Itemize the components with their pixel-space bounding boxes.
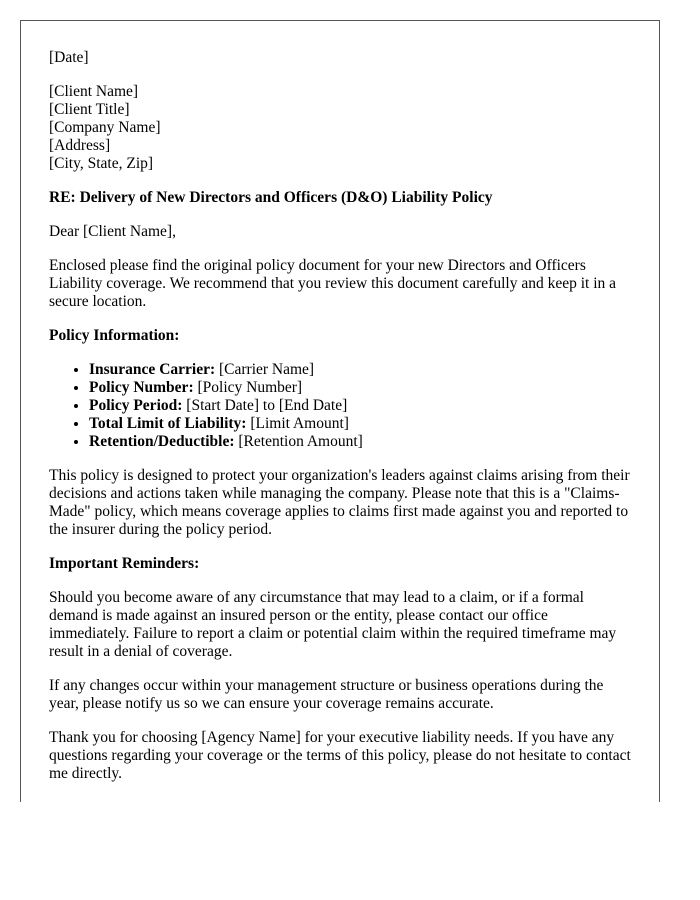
letter-subject: RE: Delivery of New Directors and Officers (D&O) Liability Policy: [49, 189, 493, 206]
policy-item-retention: [89, 433, 631, 451]
reminder-paragraph-claims: Should you become aware of any circumstance that may lead to a claim, or if a formal demand is made against an insured person or the entity, please contact our office immediately. Failure to report a claim or potential claim within the required timeframe may result in a denial of coverage.: [49, 589, 617, 660]
policy-item-limit: [89, 415, 631, 433]
policy-item-label: Retention/Deductible:: [89, 433, 235, 450]
policy-item-carrier: [89, 361, 631, 379]
closing-paragraph: Thank you for choosing [Agency Name] for your executive liability needs. If you have any questions regarding your coverage or the terms of this policy, please do not hesitate to contact me directly.: [49, 729, 631, 782]
policy-item-label: Total Limit of Liability:: [89, 415, 247, 432]
recipient-city-state-zip: [City, State, Zip]: [49, 155, 154, 172]
recipient-client-title: [Client Title]: [49, 101, 130, 118]
recipient-company-name: [Company Name]: [49, 119, 161, 136]
recipient-address-block: [49, 83, 631, 173]
recipient-client-name: [Client Name]: [49, 83, 139, 100]
policy-item-value: [Limit Amount]: [246, 415, 349, 432]
policy-item-label: Policy Number:: [89, 379, 194, 396]
recipient-address: [Address]: [49, 137, 111, 154]
intro-paragraph: Enclosed please find the original policy document for your new Directors and Officers Liability coverage. We recommend that you review this document carefully and keep it in a secure location.: [49, 257, 617, 310]
policy-item-value: [Policy Number]: [193, 379, 303, 396]
policy-item-period: [89, 397, 631, 415]
policy-item-value: [Start Date] to [End Date]: [182, 397, 348, 414]
policy-item-value: [Retention Amount]: [234, 433, 363, 450]
letter-date: [Date]: [49, 49, 89, 66]
letter-page: [20, 20, 660, 802]
policy-description-paragraph: This policy is designed to protect your organization's leaders against claims arising from their decisions and actions taken while managing the company. Please note that this is a "Claims-Made" policy, which means coverage applies to claims first made against you and reported to the insurer during the policy period.: [49, 467, 630, 538]
letter-salutation: Dear [Client Name],: [49, 223, 176, 240]
policy-item-label: Insurance Carrier:: [89, 361, 216, 378]
reminder-paragraph-changes: If any changes occur within your management structure or business operations during the year, please notify us so we can ensure your coverage remains accurate.: [49, 677, 604, 712]
reminders-heading: Important Reminders:: [49, 555, 200, 572]
policy-info-list: [49, 361, 631, 451]
policy-info-heading: Policy Information:: [49, 327, 180, 344]
policy-item-label: Policy Period:: [89, 397, 183, 414]
policy-item-number: [89, 379, 631, 397]
policy-item-value: [Carrier Name]: [215, 361, 315, 378]
